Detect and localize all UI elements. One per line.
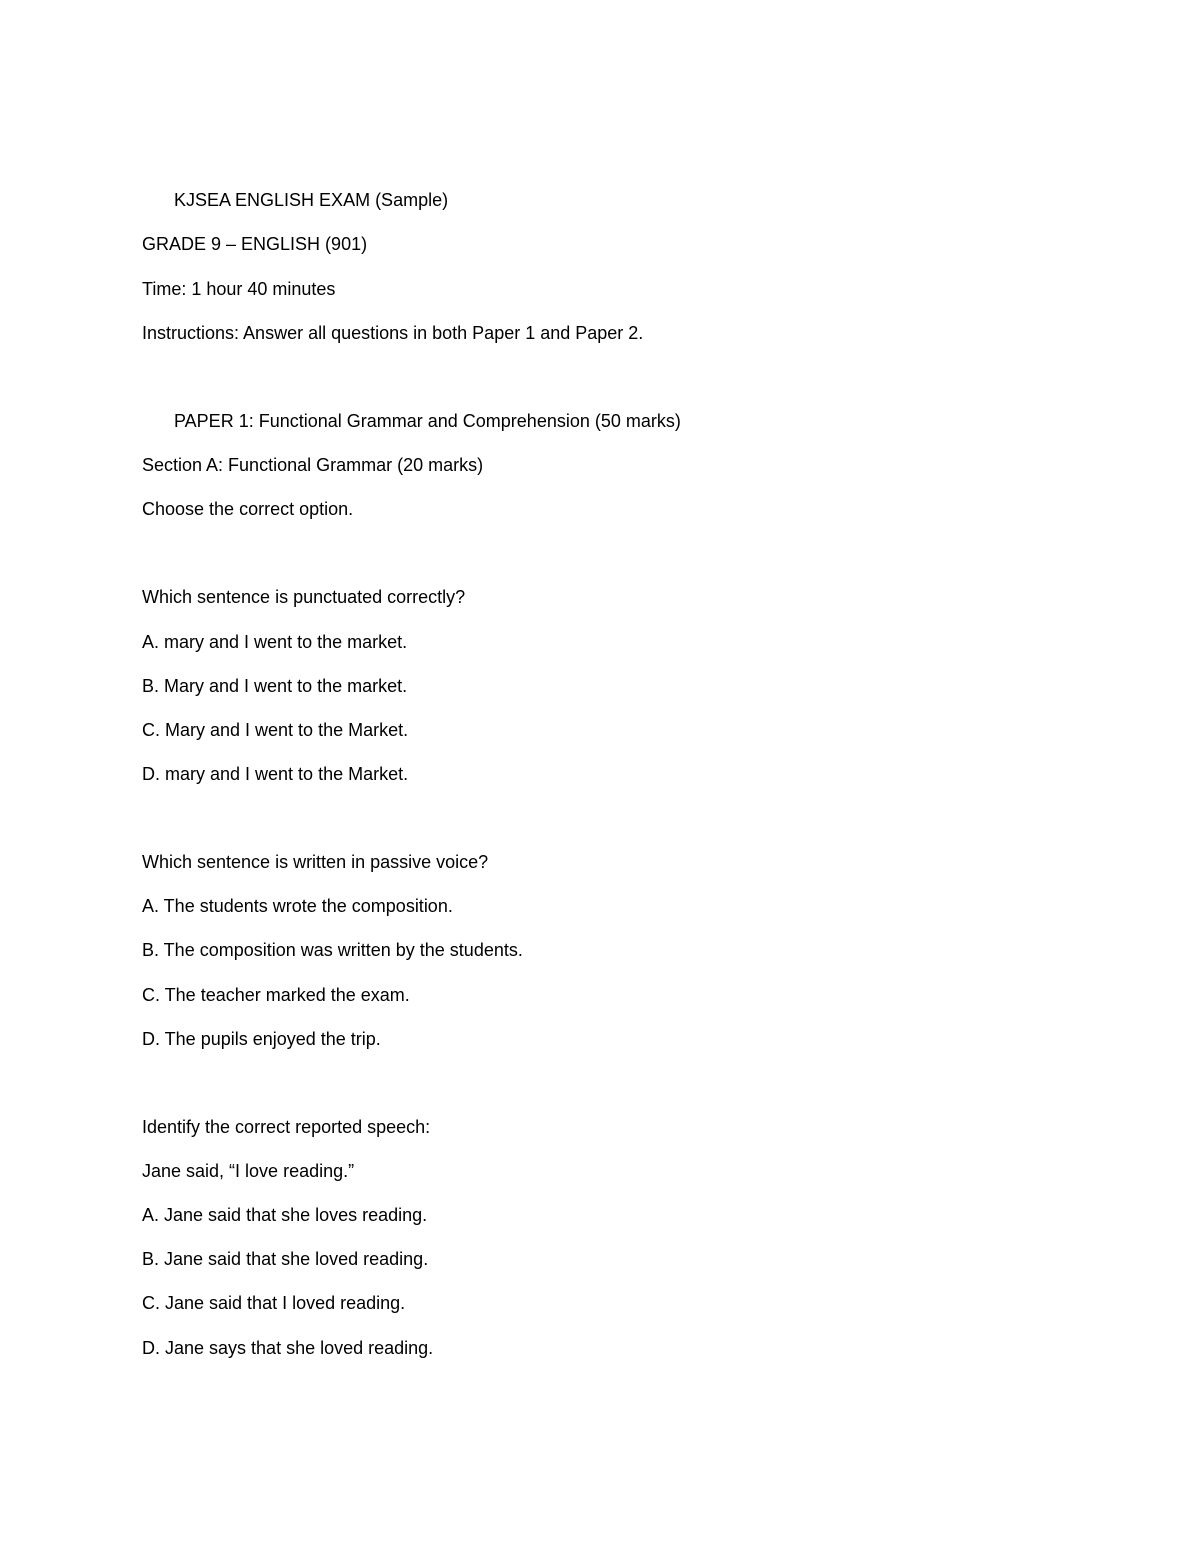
question-2-option-a: A. The students wrote the composition. xyxy=(142,896,453,916)
grade-line: GRADE 9 – ENGLISH (901) xyxy=(142,234,368,254)
question-2-option-b: B. The composition was written by the students. xyxy=(142,940,523,960)
question-2-prompt: Which sentence is written in passive voice? xyxy=(142,852,489,872)
section-a-heading: Section A: Functional Grammar (20 marks) xyxy=(142,455,484,475)
question-1-prompt: Which sentence is punctuated correctly? xyxy=(142,587,466,607)
question-1-option-a: A. mary and I went to the market. xyxy=(142,632,408,652)
paper1-title: PAPER 1: Functional Grammar and Comprehension (50 marks) xyxy=(174,411,681,431)
question-2-option-c: C. The teacher marked the exam. xyxy=(142,985,410,1005)
question-2-option-d: D. The pupils enjoyed the trip. xyxy=(142,1029,381,1049)
question-1-option-c: C. Mary and I went to the Market. xyxy=(142,720,409,740)
question-3-option-a: A. Jane said that she loves reading. xyxy=(142,1205,428,1225)
question-3-stem: Jane said, “I love reading.” xyxy=(142,1161,355,1181)
question-1-option-d: D. mary and I went to the Market. xyxy=(142,764,409,784)
section-direction: Choose the correct option. xyxy=(142,499,354,519)
question-3-option-c: C. Jane said that I loved reading. xyxy=(142,1293,406,1313)
exam-title: KJSEA ENGLISH EXAM (Sample) xyxy=(174,190,449,210)
question-1-option-b: B. Mary and I went to the market. xyxy=(142,676,408,696)
question-3-prompt: Identify the correct reported speech: xyxy=(142,1117,431,1137)
question-3-option-b: B. Jane said that she loved reading. xyxy=(142,1249,429,1269)
question-3-option-d: D. Jane says that she loved reading. xyxy=(142,1338,434,1358)
instructions-line: Instructions: Answer all questions in both Paper 1 and Paper 2. xyxy=(142,323,644,343)
time-line: Time: 1 hour 40 minutes xyxy=(142,279,336,299)
